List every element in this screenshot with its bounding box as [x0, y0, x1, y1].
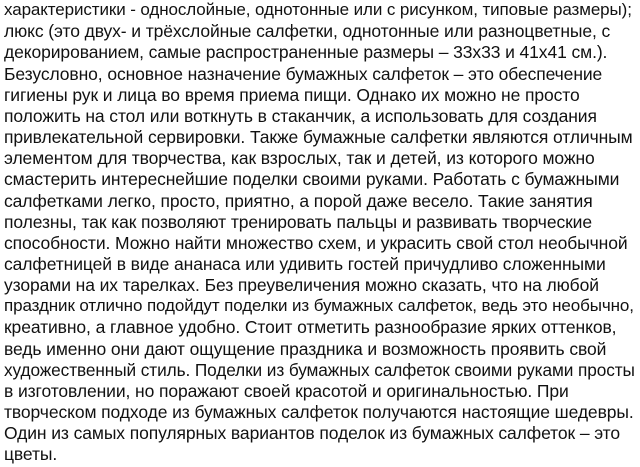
text-line: люкс (это двух- и трёхслойные салфетки, однотонные или разноцветные, с	[4, 21, 611, 41]
text-line: ведь именно они дают ощущение праздника и возможность проявить свой	[4, 339, 607, 359]
text-line: декорированием, самые распространенные размеры – 33х33 и 41х41 см.).	[4, 42, 608, 62]
text-line: гигиены рук и лица во время приема пищи. Однако их можно не просто	[4, 85, 580, 105]
text-line: творческом подходе из бумажных салфеток получаются настоящие шедевры.	[4, 402, 634, 422]
text-line: Безусловно, основное назначение бумажных салфеток – это обеспечение	[4, 64, 603, 84]
text-line: салфетницей в виде ананаса или удивить гостей причудливо сложенными	[4, 254, 606, 274]
text-line: привлекательной сервировки. Также бумажные салфетки являются отличным	[4, 127, 633, 147]
text-line: узорами на их тарелках. Без преувеличения можно сказать, что на любой	[4, 275, 599, 295]
text-line: художественный стиль. Поделки из бумажных салфеток своими руками просты	[4, 360, 635, 380]
text-line: смастерить интереснейшие поделки своими руками. Работать с бумажными	[4, 169, 620, 189]
text-line: салфетками легко, просто, приятно, а порой даже весело. Такие занятия	[4, 191, 593, 211]
text-line: Один из самых популярных вариантов поделок из бумажных салфеток – это	[4, 423, 621, 443]
text-line: элементом для творчества, как взрослых, так и детей, из которого можно	[4, 148, 595, 168]
text-line: полезны, так как позволяют тренировать пальцы и развивать творческие	[4, 212, 592, 232]
text-line: характеристики - однослойные, однотонные или с рисунком, типовые размеры);	[4, 0, 632, 19]
text-line: положить на стол или воткнуть в стаканчик, а использовать для создания	[4, 106, 597, 126]
text-line: цветы.	[4, 444, 58, 464]
text-line: праздник отлично подойдут поделки из бумажных салфеток, ведь это необычно,	[4, 296, 634, 315]
text-line: креативно, а главное удобно. Стоит отметить разнообразие ярких оттенков,	[4, 317, 617, 337]
text-line: в изготовлении, но поражают своей красотой и оригинальностью. При	[4, 381, 569, 401]
text-line: способности. Можно найти множество схем, и украсить свой стол необычной	[4, 233, 628, 253]
